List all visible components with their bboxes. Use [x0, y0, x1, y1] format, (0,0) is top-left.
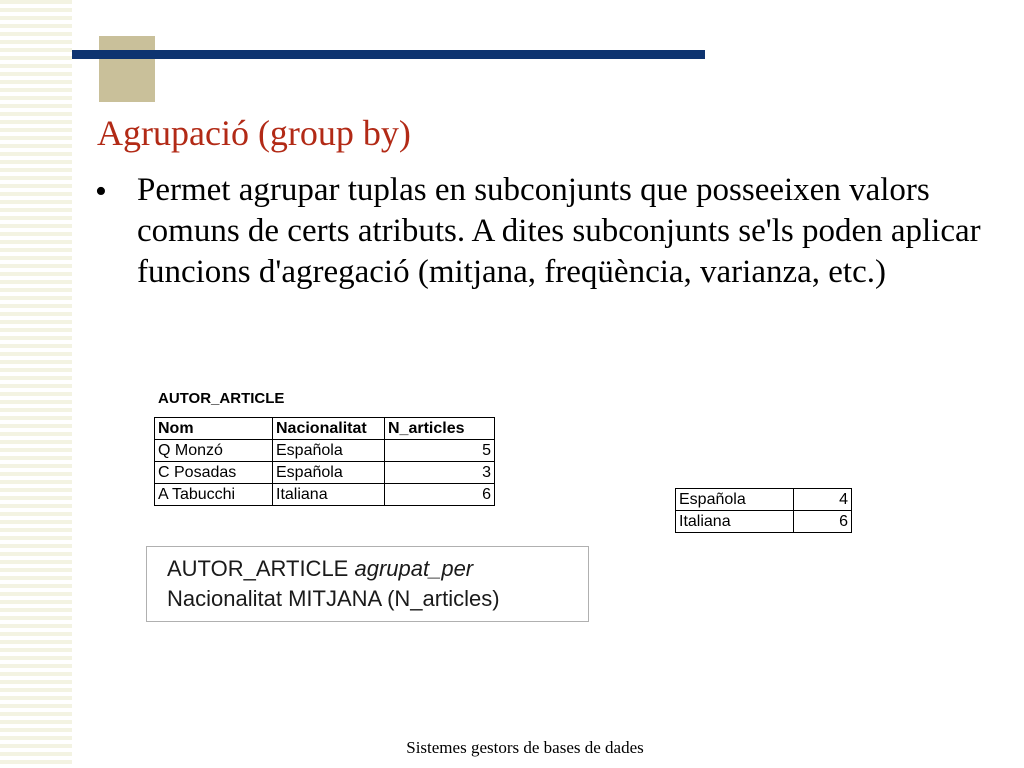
decorative-tan-square: [99, 36, 155, 102]
slide-title: Agrupació (group by): [97, 113, 411, 153]
table-cell: Italiana: [676, 511, 794, 533]
table-cell: A Tabucchi: [155, 484, 273, 506]
table-cell: 5: [385, 440, 495, 462]
column-header: Nacionalitat: [273, 418, 385, 440]
column-header: N_articles: [385, 418, 495, 440]
table-row: [676, 511, 852, 533]
table-cell: 6: [794, 511, 852, 533]
table-cell: Española: [273, 462, 385, 484]
slide-footer: Sistemes gestors de bases de dades: [406, 738, 644, 757]
table-cell: Italiana: [273, 484, 385, 506]
bullet-dot-icon: •: [95, 173, 107, 210]
query-line-1: [167, 554, 500, 584]
decorative-stripe-strip: [0, 0, 72, 768]
table-cell: 4: [794, 489, 852, 511]
column-header: Nom: [155, 418, 273, 440]
table-row: [155, 462, 495, 484]
autor-article-table: [154, 417, 495, 506]
query-operator: agrupat_per: [354, 556, 474, 581]
decorative-navy-bar: [72, 50, 705, 59]
table-cell: C Posadas: [155, 462, 273, 484]
result-table: [675, 488, 852, 533]
table-row: [155, 440, 495, 462]
table-cell: Q Monzó: [155, 440, 273, 462]
query-expression: [167, 554, 500, 614]
bullet-text: Permet agrupar tuplas en subconjunts que posseeixen valors comuns de certs atributs. A dites subconjunts se'ls poden aplicar funcions d'agregació (mitjana, freqüència, varianza, etc.): [137, 172, 981, 290]
query-relation: AUTOR_ARTICLE: [167, 556, 349, 581]
query-line-2: Nacionalitat MITJANA (N_articles): [167, 586, 500, 611]
table-caption: AUTOR_ARTICLE: [158, 390, 285, 407]
table-header-row: [155, 418, 495, 440]
table-cell: 6: [385, 484, 495, 506]
table-row: [676, 489, 852, 511]
table-cell: Española: [676, 489, 794, 511]
table-cell: 3: [385, 462, 495, 484]
query-box: [146, 546, 589, 622]
table-row: [155, 484, 495, 506]
table-cell: Española: [273, 440, 385, 462]
